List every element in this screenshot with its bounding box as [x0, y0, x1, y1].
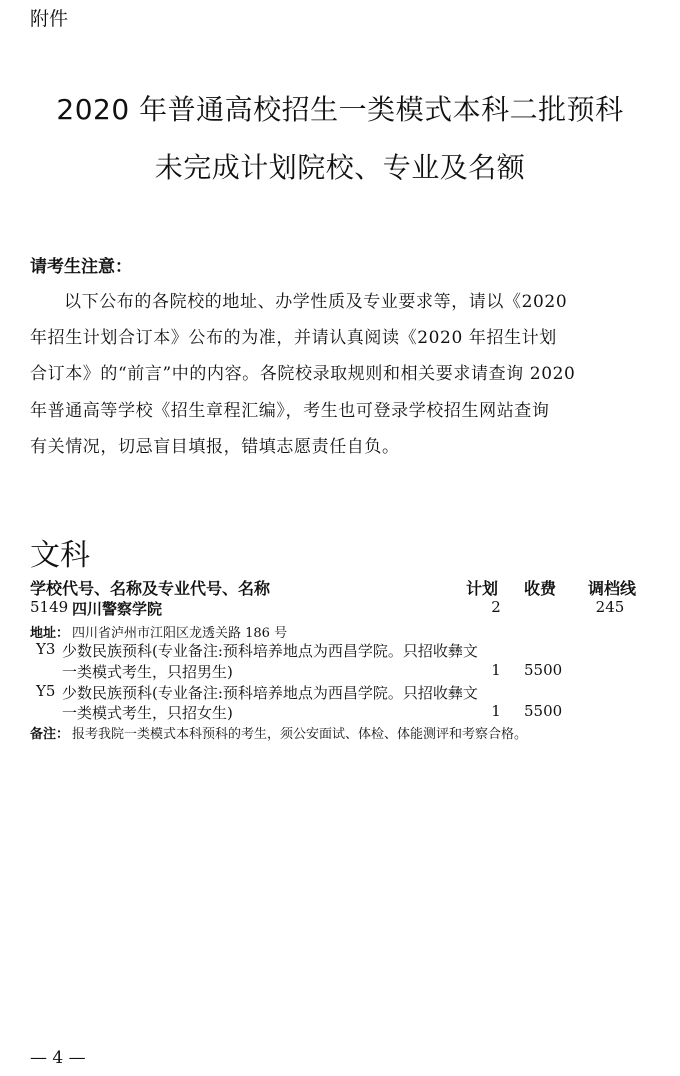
attachment-label: 附件	[30, 8, 69, 30]
major-plan: 1	[491, 661, 501, 679]
notice-line: 合订本》的“前言”中的内容。各院校录取规则和相关要求请查询 2020	[30, 364, 576, 384]
header-fee-column: 收费	[524, 579, 557, 598]
major-name-line2: 一类模式考生，只招女生)	[62, 704, 233, 722]
notice-line: 年普通高等学校《招生章程汇编》，考生也可登录学校招生网站查询	[30, 401, 550, 421]
notice-line: 有关情况，切忌盲目填报，错填志愿责任自负。	[30, 437, 400, 457]
header-plan-column: 计划	[466, 579, 499, 598]
major-plan: 1	[491, 702, 501, 720]
major-fee: 5500	[524, 702, 563, 720]
remark-text: 报考我院一类模式本科预科的考生，须公安面试、体检、体能测评和考察合格。	[72, 727, 528, 742]
page-title-line2: 未完成计划院校、专业及名额	[154, 151, 526, 184]
major-name-line1: 少数民族预科(专业备注:预科培养地点为西昌学院。只招收彝文	[62, 642, 478, 660]
major-fee: 5500	[524, 661, 563, 679]
major-code: Y5	[36, 682, 56, 700]
major-name-line2: 一类模式考生，只招男生)	[62, 663, 233, 681]
header-name-column: 学校代号、名称及专业代号、名称	[30, 579, 271, 598]
address-label: 地址：	[30, 626, 70, 641]
header-cutoff-column: 调档线	[588, 579, 637, 598]
school-code: 5149	[30, 598, 69, 616]
section-title: 文科	[30, 538, 90, 573]
major-code: Y3	[36, 640, 56, 658]
school-plan: 2	[491, 598, 501, 616]
remark-label: 备注：	[30, 727, 70, 742]
notice-heading: 请考生注意：	[30, 257, 132, 277]
notice-line: 以下公布的各院校的地址、办学性质及专业要求等，请以《2020	[64, 292, 568, 312]
major-name-line1: 少数民族预科(专业备注:预科培养地点为西昌学院。只招收彝文	[62, 684, 478, 702]
school-address: 四川省泸州市江阳区龙透关路 186 号	[72, 626, 288, 641]
page-title-line1: 2020 年普通高校招生一类模式本科二批预科	[56, 93, 624, 126]
notice-line: 年招生计划合订本》公布的为准，并请认真阅读《2020 年招生计划	[30, 328, 557, 348]
page-number: — 4 —	[30, 1048, 86, 1068]
school-cutoff: 245	[595, 598, 625, 616]
school-name: 四川警察学院	[72, 600, 163, 618]
